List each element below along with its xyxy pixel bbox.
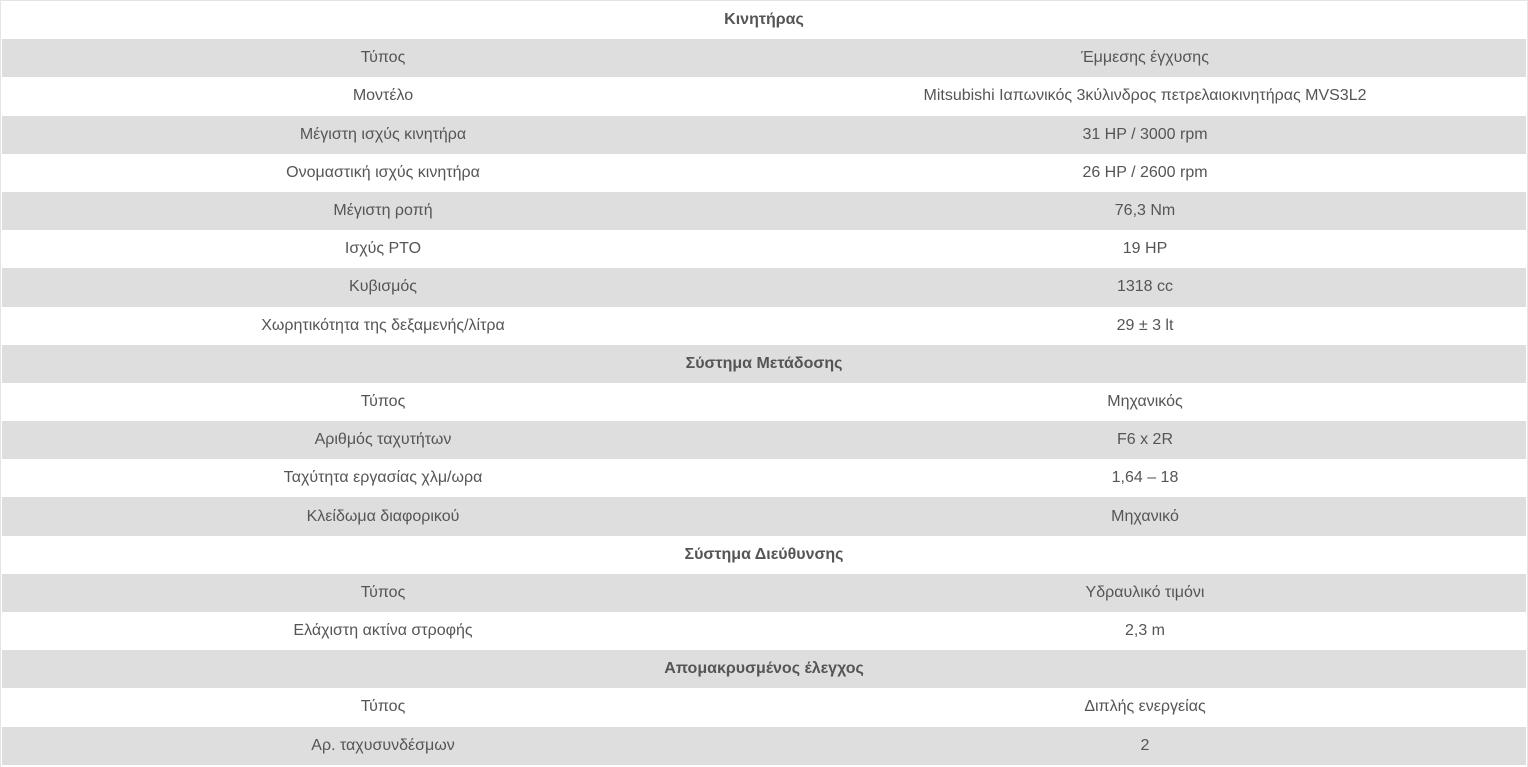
spec-value: Έμμεσης έγχυσης — [764, 39, 1526, 77]
table-row — [2, 497, 1526, 535]
table-row — [2, 574, 1526, 612]
table-row — [2, 192, 1526, 230]
spec-value: Μηχανικός — [764, 383, 1526, 421]
spec-label: Ονομαστική ισχύς κινητήρα — [2, 154, 764, 192]
section-header-remote-control — [2, 650, 1526, 688]
spec-label: Τύπος — [2, 688, 764, 726]
spec-label: Ταχύτητα εργασίας χλμ/ωρα — [2, 459, 764, 497]
spec-value: 1,64 – 18 — [764, 459, 1526, 497]
table-row — [2, 421, 1526, 459]
spec-value: 29 ± 3 lt — [764, 307, 1526, 345]
spec-label: Ελάχιστη ακτίνα στροφής — [2, 612, 764, 650]
section-title: Σύστημα Διεύθυνσης — [2, 536, 1526, 574]
spec-label: Αριθμός ταχυτήτων — [2, 421, 764, 459]
spec-label: Μοντέλο — [2, 77, 764, 115]
section-header-transmission — [2, 345, 1526, 383]
table-row — [2, 727, 1526, 765]
spec-label: Τύπος — [2, 574, 764, 612]
spec-value: F6 x 2R — [764, 421, 1526, 459]
table-row — [2, 230, 1526, 268]
table-row — [2, 268, 1526, 306]
table-row — [2, 688, 1526, 726]
section-title: Κινητήρας — [2, 1, 1526, 39]
spec-label: Τύπος — [2, 383, 764, 421]
table-row — [2, 383, 1526, 421]
specifications-table — [2, 1, 1526, 765]
spec-label: Μέγιστη ροπή — [2, 192, 764, 230]
spec-label: Κλείδωμα διαφορικού — [2, 497, 764, 535]
spec-value: 26 HP / 2600 rpm — [764, 154, 1526, 192]
spec-value: Διπλής ενεργείας — [764, 688, 1526, 726]
specifications-table-body — [2, 1, 1526, 765]
spec-value: Mitsubishi Ιαπωνικός 3κύλινδρος πετρελαιοκινητήρας MVS3L2 — [764, 77, 1526, 115]
table-row — [2, 459, 1526, 497]
table-row — [2, 39, 1526, 77]
section-header-steering — [2, 536, 1526, 574]
spec-label: Χωρητικότητα της δεξαμενής/λίτρα — [2, 307, 764, 345]
table-row — [2, 116, 1526, 154]
spec-label: Ισχύς PTO — [2, 230, 764, 268]
spec-value: 2,3 m — [764, 612, 1526, 650]
spec-label: Τύπος — [2, 39, 764, 77]
spec-value: 19 HP — [764, 230, 1526, 268]
spec-label: Κυβισμός — [2, 268, 764, 306]
spec-value: 2 — [764, 727, 1526, 765]
section-title: Σύστημα Μετάδοσης — [2, 345, 1526, 383]
spec-value: Υδραυλικό τιμόνι — [764, 574, 1526, 612]
section-title: Απομακρυσμένος έλεγχος — [2, 650, 1526, 688]
spec-label: Αρ. ταχυσυνδέσμων — [2, 727, 764, 765]
spec-value: 76,3 Nm — [764, 192, 1526, 230]
spec-label: Μέγιστη ισχύς κινητήρα — [2, 116, 764, 154]
table-row — [2, 307, 1526, 345]
table-row — [2, 154, 1526, 192]
spec-value: Μηχανικό — [764, 497, 1526, 535]
table-row — [2, 612, 1526, 650]
spec-value: 1318 cc — [764, 268, 1526, 306]
table-row — [2, 77, 1526, 115]
spec-value: 31 HP / 3000 rpm — [764, 116, 1526, 154]
section-header-engine — [2, 1, 1526, 39]
